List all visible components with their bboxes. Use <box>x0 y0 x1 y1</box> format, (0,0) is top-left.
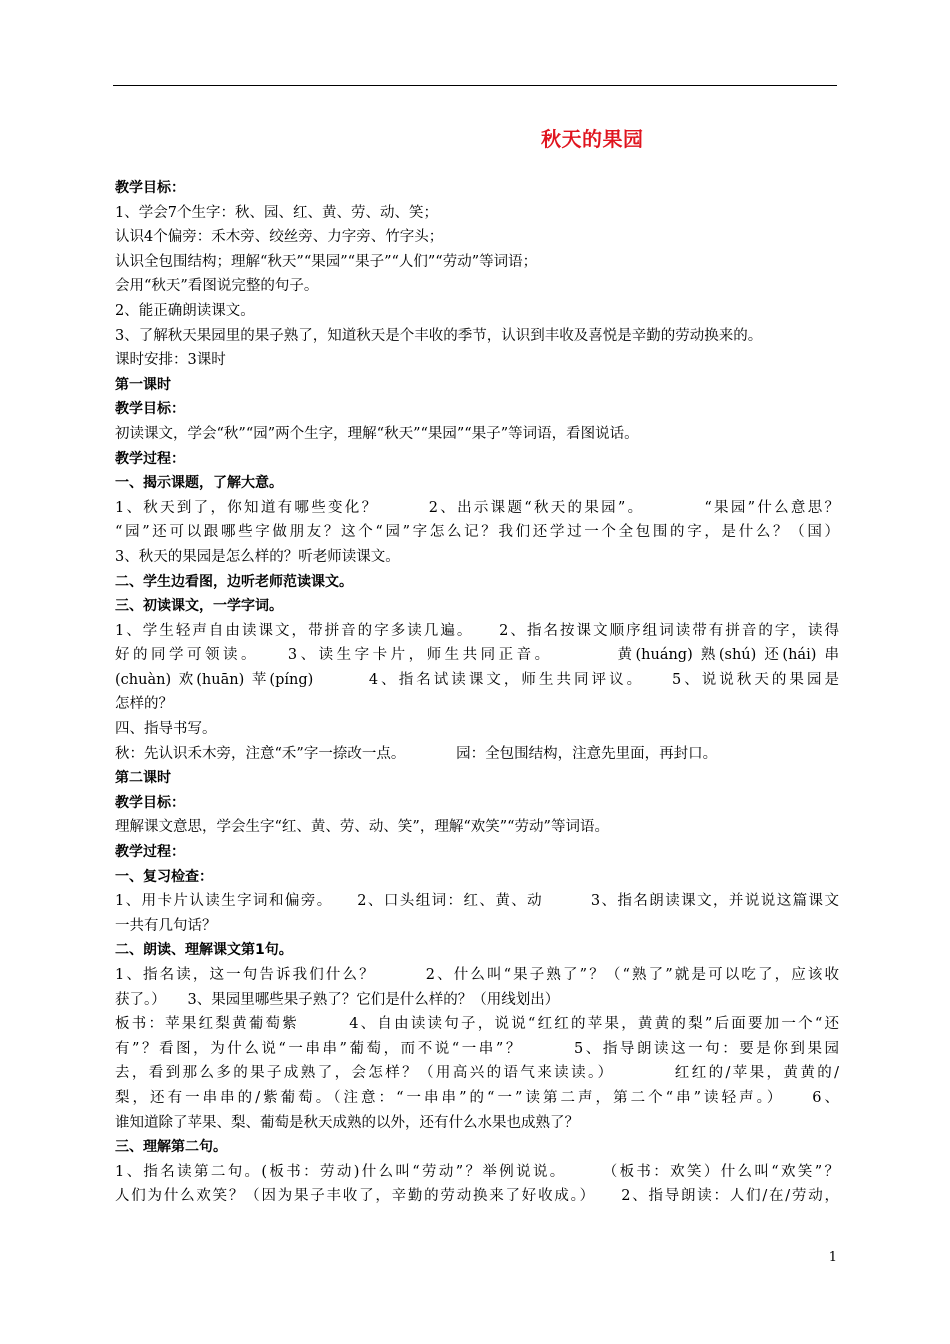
text-line: 1、学会7个生字：秋、园、红、黄、劳、动、笑； <box>115 204 438 221</box>
section-heading: 一、揭示课题，了解大意。 <box>115 475 283 492</box>
text-line: 四、指导书写。 <box>115 721 217 738</box>
text-line: 梨，还有一串串的/紫葡萄。（注意：“一串串”的“一”读第二声，第二个“串”读轻声。） 6、 <box>115 1089 839 1106</box>
document-body <box>115 176 839 1209</box>
text-line: 板书：苹果红梨黄葡萄紫 4、自由读读句子，说说“红红的苹果，黄黄的梨”后面要加一个“还 <box>115 1016 839 1033</box>
section-heading: 教学目标： <box>115 401 185 418</box>
section-heading: 二、朗读、理解课文第1句。 <box>115 942 293 959</box>
section-heading: 三、初读课文，一学字词。 <box>115 598 283 615</box>
text-line: (chuàn) 欢(huān) 苹(píng) 4、指名试读课文，师生共同评议。 5、说说秋天的果园是 <box>115 671 839 688</box>
text-line: “园”还可以跟哪些字做朋友？这个“园”字怎么记？我们还学过一个全包围的字，是什么？（国） <box>115 524 839 541</box>
section-heading: 第二课时 <box>115 770 171 787</box>
text-line: 理解课文意思，学会生字“红、黄、劳、动、笑”，理解“欢笑”“劳动”等词语。 <box>115 819 609 836</box>
text-line: 去，看到那么多的果子成熟了，会怎样？（用高兴的语气来读读。） 红红的/苹果，黄黄的/ <box>115 1065 839 1082</box>
text-line: 有”？看图，为什么说“一串串”葡萄，而不说“一串”？ 5、指导朗读这一句：要是你到果园 <box>115 1040 839 1057</box>
text-line: 秋：先认识禾木旁，注意“禾”字一捺改一点。 园：全包围结构，注意先里面，再封口。 <box>115 745 718 762</box>
section-heading: 教学过程： <box>115 450 185 467</box>
text-line: 2、能正确朗读课文。 <box>115 302 255 319</box>
section-heading: 教学过程： <box>115 844 185 861</box>
text-line: 课时安排：3课时 <box>115 352 226 369</box>
text-line: 谁知道除了苹果、梨、葡萄是秋天成熟的以外，还有什么水果也成熟了？ <box>115 1114 579 1131</box>
text-line: 认识4个偏旁：禾木旁、绞丝旁、力字旁、竹字头； <box>115 229 444 246</box>
page-title: 秋天的果园 <box>541 127 644 151</box>
text-line: 1、指名读第二句。(板书：劳动)什么叫“劳动”？举例说说。 （板书：欢笑）什么叫“欢笑”？ <box>115 1163 839 1180</box>
section-heading: 教学目标： <box>115 180 185 196</box>
text-line: 3、了解秋天果园里的果子熟了，知道秋天是个丰收的季节，认识到丰收及喜悦是辛勤的劳动换来的。 <box>115 327 763 344</box>
text-line: 好的同学可领读。 3、读生字卡片，师生共同正音。 黄(huáng) 熟(shú) 还(hái) 串 <box>115 647 839 664</box>
text-line: 怎样的？ <box>115 696 173 713</box>
text-line: 1、用卡片认读生字词和偏旁。 2、口头组词：红、黄、动 3、指名朗读课文，并说说这篇课文 <box>115 893 839 910</box>
text-line: 1、秋天到了，你知道有哪些变化？ 2、出示课题“秋天的果园”。 “果园”什么意思？ <box>115 499 839 516</box>
text-line: 1、指名读，这一句告诉我们什么？ 2、什么叫“果子熟了”？（“熟了”就是可以吃了，应该收 <box>115 967 839 983</box>
header-rule <box>113 85 837 86</box>
text-line: 初读课文，学会“秋”“园”两个生字，理解“秋天”“果园”“果子”等词语，看图说话。 <box>115 425 639 442</box>
section-heading: 第一课时 <box>115 376 171 393</box>
text-line: 一共有几句话？ <box>115 917 217 934</box>
text-line: 会用“秋天”看图说完整的句子。 <box>115 278 319 295</box>
section-heading: 二、学生边看图，边听老师范读课文。 <box>115 573 353 590</box>
section-heading: 教学目标： <box>115 794 185 811</box>
section-heading: 三、理解第二句。 <box>115 1139 227 1156</box>
text-line: 3、秋天的果园是怎么样的？听老师读课文。 <box>115 548 400 565</box>
text-line: 1、学生轻声自由读课文，带拼音的字多读几遍。 2、指名按课文顺序组词读带有拼音的字，读得 <box>115 622 839 639</box>
section-heading: 一、复习检查： <box>115 868 213 885</box>
text-line: 人们为什么欢笑？（因为果子丰收了，辛勤的劳动换来了好收成。） 2、指导朗读：人们/在/劳动， <box>115 1188 839 1205</box>
page-number: 1 <box>828 1250 837 1265</box>
text-line: 获了。） 3、果园里哪些果子熟了？它们是什么样的？（用线划出） <box>115 991 560 1008</box>
text-line: 认识全包围结构；理解“秋天”“果园”“果子”“人们”“劳动”等词语； <box>115 253 538 270</box>
